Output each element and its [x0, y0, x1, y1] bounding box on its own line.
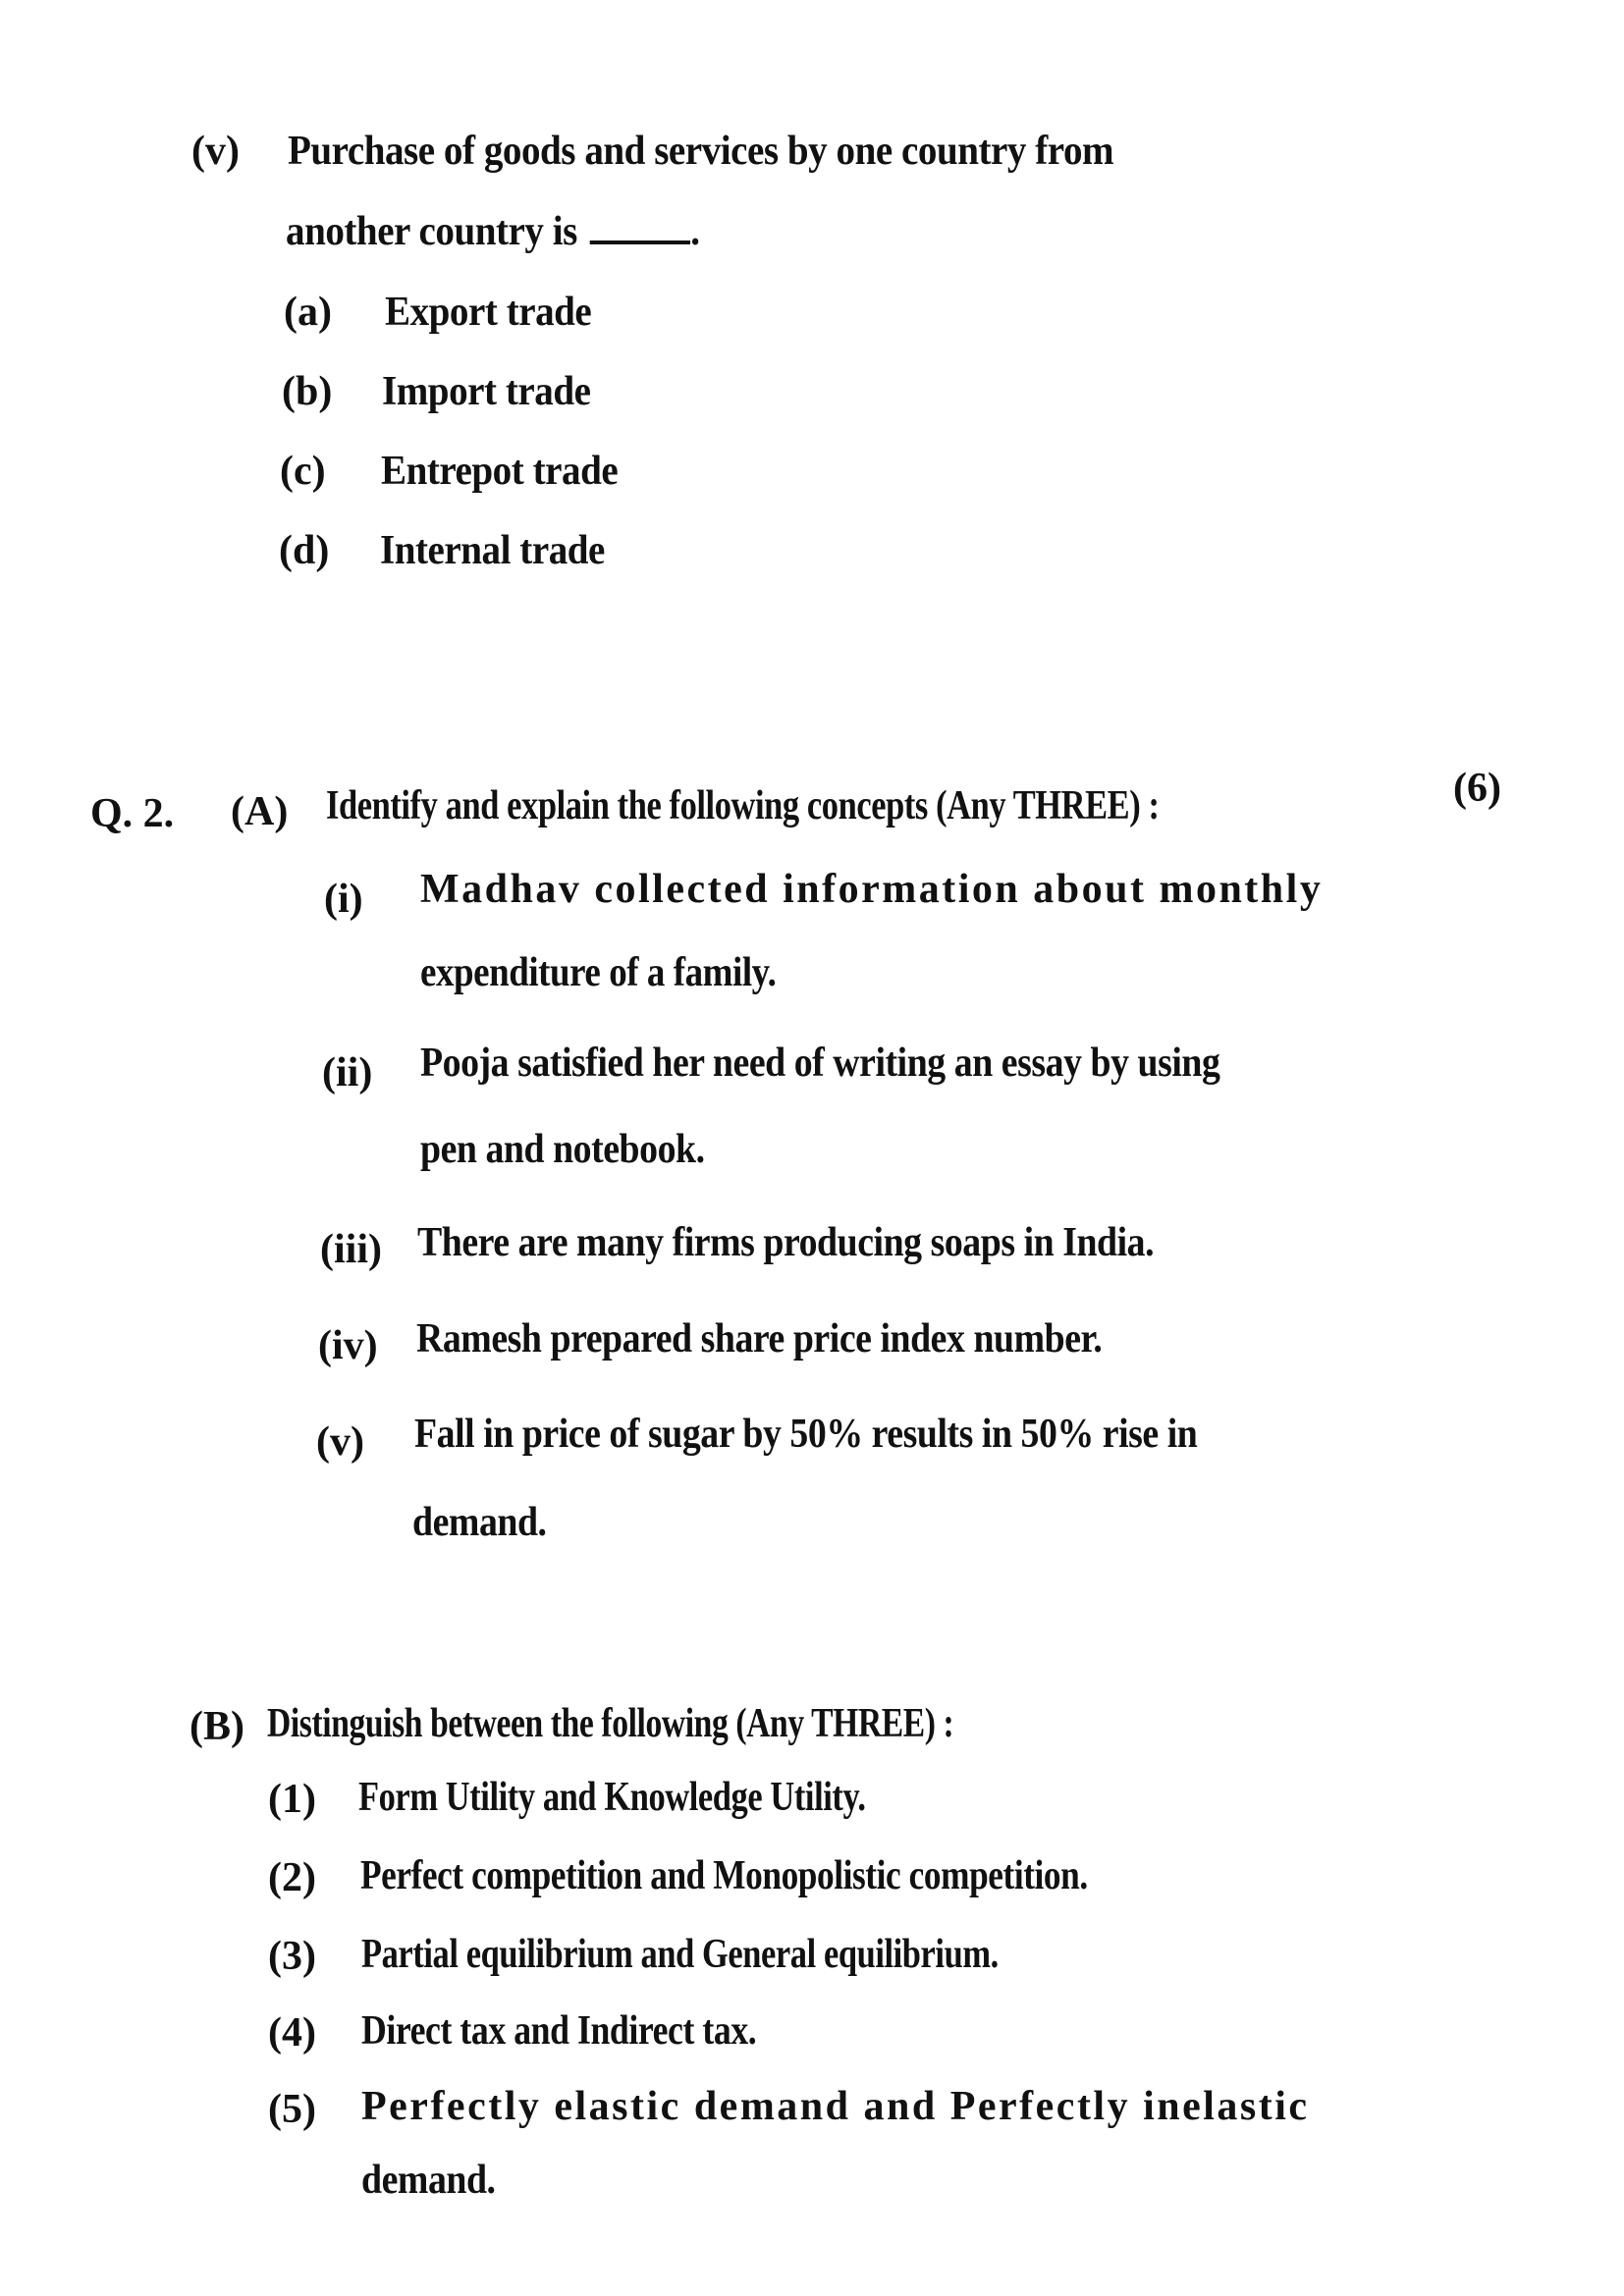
- question-text-line-2: [286, 211, 700, 252]
- question-number: (v): [191, 129, 240, 174]
- item-label: (iii): [320, 1227, 382, 1272]
- item-text-line-1: There are many firms producing soaps in India.: [417, 1220, 1155, 1265]
- option-text: Internal trade: [380, 528, 605, 573]
- option-text: Export trade: [385, 290, 592, 335]
- item-text-line-2: demand.: [412, 1500, 547, 1545]
- option-label: (c): [280, 449, 326, 494]
- marks: (6): [1453, 766, 1501, 811]
- option-label: (d): [279, 528, 330, 573]
- question-number: Q. 2.: [90, 791, 175, 836]
- part-a-instruction: Identify and explain the following concepts (Any THREE) :: [326, 783, 1160, 828]
- item-label: (2): [268, 1855, 316, 1900]
- item-text-line-1: Partial equilibrium and General equilibrium.: [361, 1932, 999, 1977]
- option-label: (a): [284, 290, 332, 335]
- item-text-line-1: Ramesh prepared share price index number.: [416, 1316, 1103, 1362]
- question-text: another country is: [286, 209, 577, 254]
- item-text-line-1: Perfect competition and Monopolistic competition.: [360, 1853, 1088, 1898]
- item-text-line-2: demand.: [361, 2158, 496, 2203]
- item-text-line-1: Direct tax and Indirect tax.: [361, 2008, 757, 2054]
- part-b-label: (B): [189, 1704, 244, 1749]
- item-text-line-1: Madhav collected information about monthly: [420, 867, 1324, 912]
- item-text-line-1: Fall in price of sugar by 50% results in 50% rise in: [414, 1412, 1198, 1457]
- part-a-label: (A): [231, 789, 289, 834]
- item-text-line-2: pen and notebook.: [420, 1127, 705, 1172]
- question-text-line-1: Purchase of goods and services by one country from: [288, 129, 1114, 174]
- item-label: (ii): [322, 1050, 373, 1095]
- item-label: (iv): [318, 1323, 378, 1368]
- option-label: (b): [282, 369, 333, 414]
- item-text-line-1: Pooja satisfied her need of writing an essay by using: [420, 1041, 1220, 1086]
- item-label: (i): [324, 877, 363, 922]
- item-text-line-1: Form Utility and Knowledge Utility.: [358, 1775, 866, 1820]
- option-text: Entrepot trade: [381, 449, 619, 494]
- item-label: (v): [316, 1419, 364, 1465]
- item-text-line-1: Perfectly elastic demand and Perfectly inelastic: [361, 2084, 1310, 2129]
- item-label: (5): [268, 2087, 316, 2132]
- period: .: [690, 209, 700, 254]
- item-label: (4): [268, 2010, 316, 2056]
- part-b-instruction: Distinguish between the following (Any THREE) :: [267, 1701, 954, 1746]
- item-label: (1): [268, 1777, 316, 1822]
- answer-blank: [590, 240, 690, 244]
- item-text-line-2: expenditure of a family.: [420, 950, 777, 995]
- item-label: (3): [268, 1934, 316, 1979]
- option-text: Import trade: [382, 369, 591, 414]
